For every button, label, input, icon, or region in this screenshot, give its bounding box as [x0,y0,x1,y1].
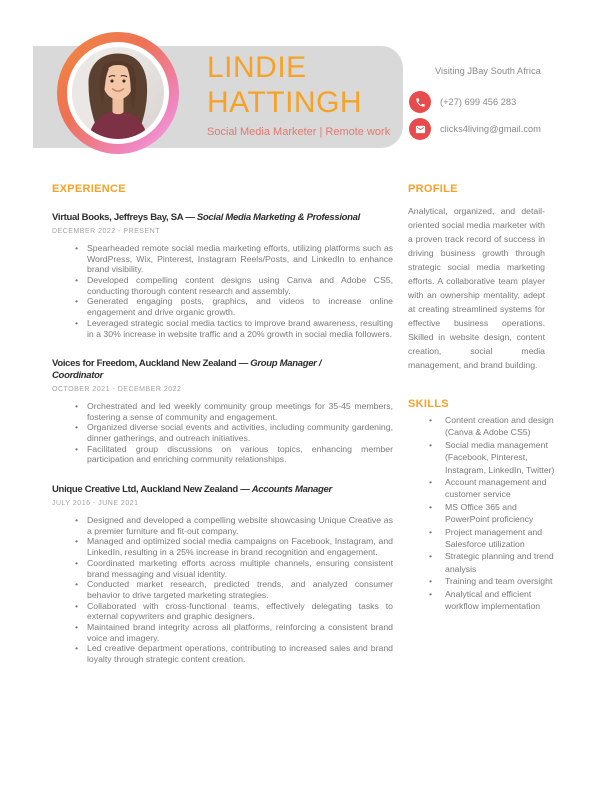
job-bullet: • Maintained brand integrity across all platforms, reinforcing a consistent brand voice and imagery. [52,622,393,643]
profile-heading: PROFILE [408,183,458,195]
job-dates: JULY 2016 - JUNE 2021 [52,500,139,508]
email-address: clicks4living@gmail.com [440,124,541,134]
skill-item: • MS Office 365 and PowerPoint proficiency [408,501,560,526]
profile-photo [72,47,164,139]
phone-icon [409,91,431,113]
experience-section [52,183,393,665]
job-title [52,212,393,224]
location-row [435,66,541,76]
job-separator: — [185,212,197,223]
job-bullet: • Managed and optimized social media campaigns on Facebook, Instagram, and LinkedIn, resulting in a 25% increase in brand recognition and engagement. [52,536,393,557]
email-icon [409,118,431,140]
job-bullet: • Spearheaded remote social media marketing efforts, utilizing platforms such as WordPress, Wix, Pinterest, Instagram Reels/Posts, and LinkedIn to enhance brand visibility. [52,243,393,275]
phone-row [409,91,516,113]
job-role: Group Manager / Coordinator [52,358,322,382]
job-bullet: • Designed and developed a compelling website showcasing Unique Creative as a premier furniture and fit-out company. [52,515,393,536]
job-bullet: • Leveraged strategic social media tactics to improve brand awareness, resulting in a 30% increase in website traffic and a 20% growth in social media followers. [52,318,393,339]
job-bullet-list [52,401,393,465]
skills-list [408,414,560,613]
job-bullet: • Conducted market research, predicted trends, and analyzed consumer behavior to drive targeted marketing strategies. [52,579,393,600]
location-text: Visiting JBay South Africa [435,66,541,76]
job-bullet-list [52,243,393,339]
job-bullet: • Developed compelling content designs using Canva and Adobe CS5, conducting thorough content research and assembly. [52,275,393,296]
phone-number: (+27) 699 456 283 [440,97,517,107]
job-bullet: • Collaborated with cross-functional teams, effectively delegating tasks to external copywriters and graphic designers. [52,601,393,622]
name-first: LINDIE [207,51,307,84]
skill-item: • Analytical and efficient workflow implementation [408,588,560,613]
job-company: Unique Creative Ltd, Auckland New Zealand [52,484,238,496]
skill-item: • Strategic planning and trend analysis [408,550,560,575]
job-bullet: • Facilitated group discussions on various topics, enhancing member participation and enriching community relationships. [52,444,393,465]
job-separator: — [238,358,251,370]
job-company: Virtual Books, Jeffreys Bay, SA [52,212,183,223]
job-company: Voices for Freedom, Auckland New Zealand [52,358,237,370]
job-bullet: • Organized diverse social events and activities, including community gardening, dinner gatherings, and outreach initiatives. [52,422,393,443]
experience-heading: EXPERIENCE [52,183,126,195]
skill-item: • Project management and Salesforce utilization [408,526,560,551]
job-title [52,484,393,496]
job-bullet: • Coordinated marketing efforts across multiple channels, ensuring consistent brand messaging and visual identity. [52,558,393,579]
job-entry [52,484,393,665]
job-bullet-list [52,515,393,665]
job-subtitle: Social Media Marketer | Remote work [207,126,391,138]
profile-photo-ring [57,32,179,154]
name-last: HATTINGH [207,86,363,119]
job-separator: — [240,484,252,496]
skill-item: • Training and team oversight [408,575,560,587]
profile-text: Analytical, organized, and detail-oriented social media marketer with a proven track record of success in driving business growth through strategic social media marketing efforts. A collaborative team player with an ownership mentality, adept at creating streamlined systems for effective business operations. Skilled in website design, content creation, social media management, and brand building. [408,206,545,370]
job-entry [52,358,393,465]
job-role: Accounts Manager [251,484,332,496]
job-entry [52,212,393,339]
skill-item: • Content creation and design (Canva & Adobe CS5) [408,414,560,439]
job-dates: DECEMBER 2022 - PRESENT [52,227,160,235]
job-bullet: • Generated engaging posts, graphics, and videos to increase online engagement and drive organic growth. [52,296,393,317]
job-title [52,358,354,382]
job-role: Social Media Marketing & Professional [196,212,360,223]
job-dates: OCTOBER 2021 - DECEMBER 2022 [52,385,182,393]
profile-photo-border [67,42,169,144]
skill-item: • Social media management (Facebook, Pinterest, Instagram, LinkedIn, Twitter) [408,439,560,476]
job-bullet: • Led creative department operations, contributing to increased sales and brand loyalty through strategic content creation. [52,643,393,664]
skills-heading: SKILLS [408,398,449,410]
job-bullet: • Orchestrated and led weekly community group meetings for 35-45 members, fostering a sense of community and engagement. [52,401,393,422]
sidebar-column [408,183,560,613]
name-block [207,50,390,138]
email-row [409,118,541,140]
skill-item: • Account management and customer service [408,476,560,501]
